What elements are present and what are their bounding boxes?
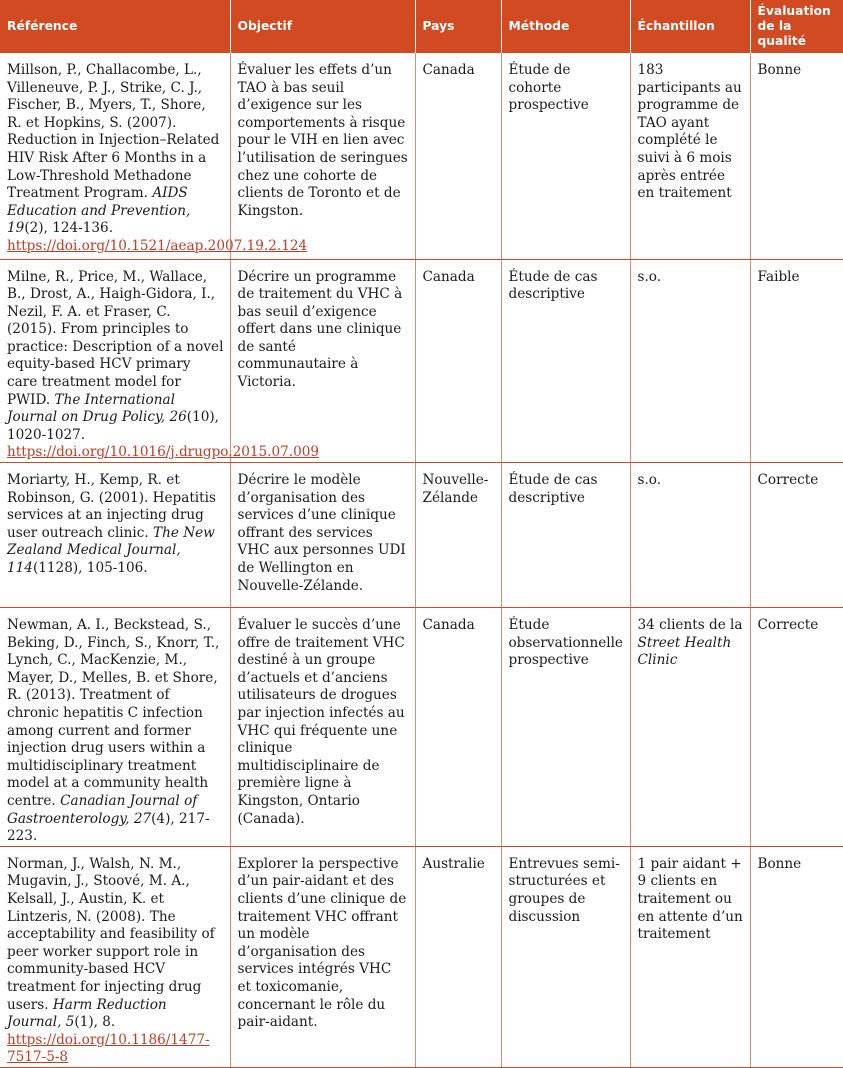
quality-cell: Bonne [750, 53, 843, 259]
country-cell: Canada [415, 259, 501, 463]
doi-link[interactable]: https://doi.org/10.1521/aeap.2007.19.2.124 [7, 237, 308, 254]
reference-cell [0, 846, 230, 1067]
reference-authors: Milne, R., Price, M., Wallace, B., Drost, A., Haigh-Gidora, I., Nezil, F. A. et Fraser, C. (2015). From principles to practice: Description of a novel equity-based HCV primary care treatment model for PWID. [7, 268, 224, 408]
reference-authors: Moriarty, H., Kemp, R. et Robinson, G. (2001). Hepatitis services at an injecting drug user outreach clinic. [7, 472, 216, 541]
sample-text: 34 clients de la [637, 617, 743, 634]
reference-cell [0, 53, 308, 259]
reference-journal: Canadian Journal of Gastroenterology, 27 [7, 792, 198, 827]
header-country: Pays [415, 0, 501, 53]
reference-journal: The International Journal on Drug Policy, 26 [7, 391, 187, 426]
sample-cell: s.o. [630, 259, 750, 463]
country-cell: Canada [415, 608, 501, 847]
reference-cell [0, 463, 230, 608]
header-objective: Objectif [230, 0, 415, 53]
header-method: Méthode [501, 0, 630, 53]
method-cell: Étude de cas descriptive [501, 463, 630, 608]
reference-journal: Harm Reduction Journal, 5 [7, 996, 167, 1031]
table-header-row [0, 0, 843, 53]
reference-cell [0, 608, 230, 847]
method-cell: Étude de cohorte prospective [501, 53, 630, 259]
country-cell: Canada [415, 53, 501, 259]
country-cell: Australie [415, 846, 501, 1067]
header-quality: Évaluation de la qualité [750, 0, 843, 53]
table-row [0, 259, 843, 463]
clinic-name: Street Health Clinic [637, 634, 732, 669]
reference-detail: (1), 8. [74, 1014, 116, 1031]
quality-cell: Correcte [750, 608, 843, 847]
doi-link[interactable]: https://doi.org/10.1016/j.drugpo.2015.07.009 [7, 444, 320, 461]
quality-cell: Correcte [750, 463, 843, 608]
table-row [0, 53, 843, 259]
quality-cell: Bonne [750, 846, 843, 1067]
table-row [0, 608, 843, 847]
objective-cell: Explorer la perspective d’un pair-aidant et des clients d’une clinique de traitement VHC offrant un modèle d’organisation des services intégrés VHC et toxicomanie, concernant le rôle du pair-aidant. [230, 846, 415, 1067]
quality-cell: Faible [750, 259, 843, 463]
sample-cell [630, 608, 750, 847]
method-cell: Étude observationnelle prospective [501, 608, 630, 847]
reference-journal: AIDS Education and Prevention, 19 [7, 185, 191, 237]
table-row [0, 463, 843, 608]
sample-cell: s.o. [630, 463, 750, 608]
objective-cell: Évaluer le succès d’une offre de traitement VHC destiné à un groupe d’actuels et d’anciens utilisateurs de drogues par injection infectés au VHC qui fréquente une clinique multidisciplinaire de première ligne à Kingston, Ontario (Canada). [230, 608, 415, 847]
reference-detail: (1128), 105-106. [32, 560, 148, 576]
reference-detail: (4), 217-223. [7, 810, 210, 845]
header-reference: Référence [0, 0, 230, 53]
country-cell: Nouvelle-Zélande [415, 463, 501, 608]
reference-authors: Millson, P., Challacombe, L., Villeneuve, P. J., Strike, C. J., Fischer, B., Myers, T., Shore, R. et Hopkins, S. (2007). Reduction in Injection–Related HIV Risk After 6 Months in a Low-Threshold Methadone Treatment Program. [7, 62, 220, 202]
objective-cell: Évaluer les effets d’un TAO à bas seuil d’exigence sur les comportements à risque pour le VIH en lien avec l’utilisation de seringues chez une cohorte de clients de Toronto et de Kingston. [230, 53, 415, 259]
reference-detail: (2), 124-136. [24, 220, 114, 237]
method-cell: Étude de cas descriptive [501, 259, 630, 463]
method-cell: Entrevues semi-structurées et groupes de discussion [501, 846, 630, 1067]
sample-cell: 1 pair aidant + 9 clients en traitement ou en attente d’un traitement [630, 846, 750, 1067]
doi-link[interactable]: https://doi.org/10.1186/1477-7517-5-8 [7, 1031, 210, 1066]
reference-detail: (10), 1020-1027. [7, 409, 219, 443]
table-row [0, 846, 843, 1067]
sample-cell: 183 participants au programme de TAO ayant complété le suivi à 6 mois après entrée en traitement [630, 53, 750, 259]
objective-cell: Décrire le modèle d’organisation des services d’une clinique offrant des services VHC aux personnes UDI de Wellington en Nouvelle-Zélande. [230, 463, 415, 608]
header-sample: Échantillon [630, 0, 750, 53]
reference-authors: Newman, A. I., Beckstead, S., Beking, D., Finch, S., Knorr, T., Lynch, C., MacKenzie, M., Mayer, D., Melles, B. et Shore, R. (2013). Treatment of chronic hepatitis C infection among current and former injection drug users within a multidisciplinary treatment model at a community health centre. [7, 617, 220, 809]
reference-journal: The New Zealand Medical Journal, 114 [7, 524, 215, 576]
reference-authors: Norman, J., Walsh, N. M., Mugavin, J., Stoové, M. A., Kelsall, J., Austin, K. et Lintzeris, N. (2008). The acceptability and feasibility of peer worker support role in community-based HCV treatment for injecting drug users. [7, 855, 215, 1013]
objective-cell: Décrire un programme de traitement du VHC à bas seuil d’exigence offert dans une clinique de santé communautaire à Victoria. [230, 259, 415, 463]
